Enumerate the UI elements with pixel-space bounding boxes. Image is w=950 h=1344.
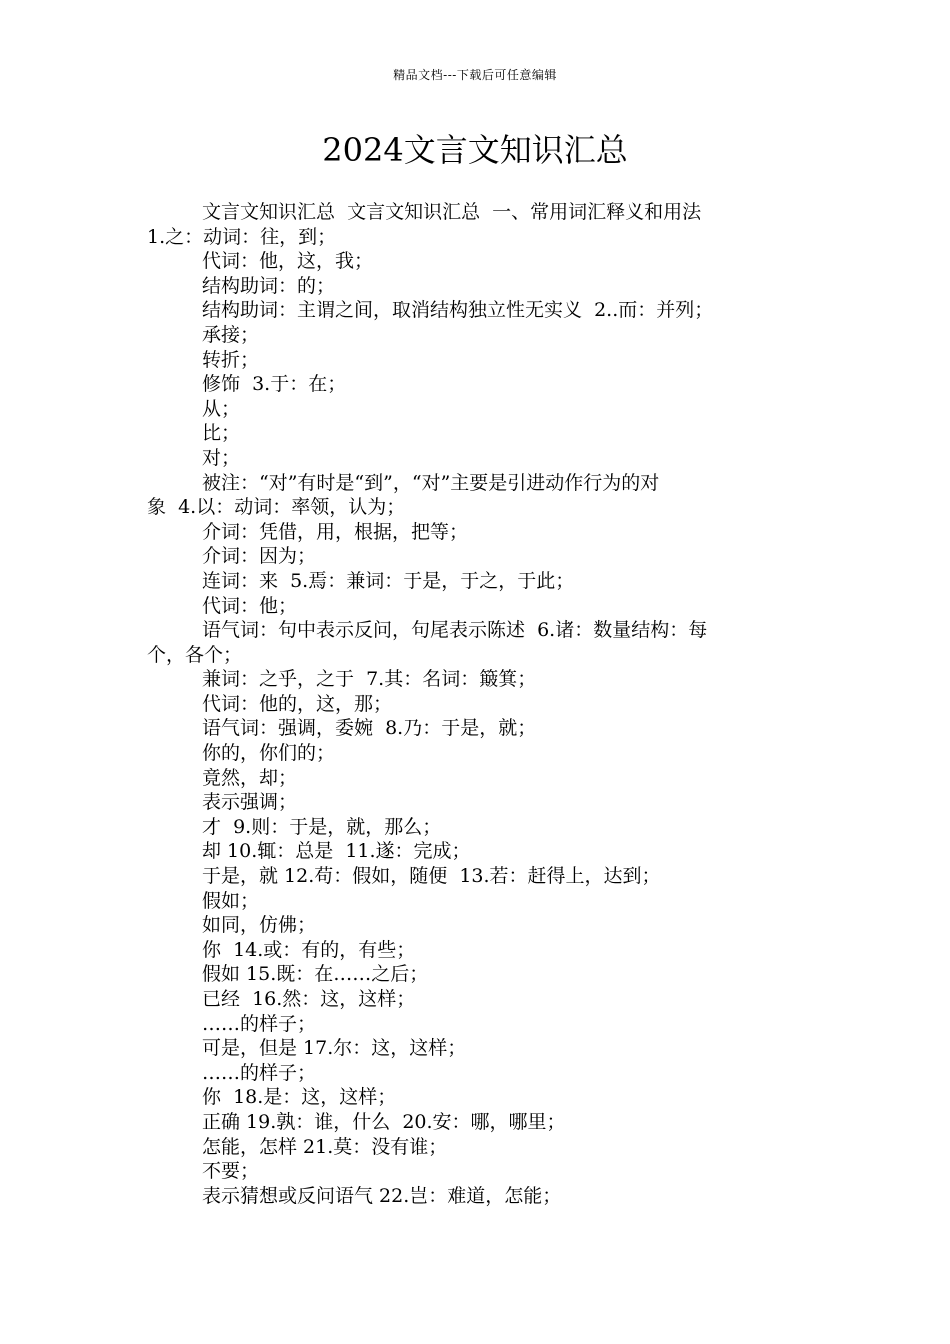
body-line: 表示强调；: [202, 791, 298, 814]
body-line: 代词：他的，这，那；: [202, 692, 393, 715]
body-line: 于是，就 12.苟：假如，随便 13.若：赶得上，达到；: [202, 865, 661, 888]
body-line: 修饰 3.于：在；: [202, 373, 347, 396]
body-line: 承接；: [202, 323, 260, 346]
body-line: 如同，仿佛；: [202, 914, 317, 937]
body-line: 正确 19.孰：谁，什么 20.安：哪，哪里；: [202, 1110, 566, 1133]
body-line: 比；: [202, 422, 241, 445]
body-line: 个，各个；: [147, 643, 243, 666]
body-line: 从；: [202, 397, 241, 420]
body-line: 1.之：动词：往，到；: [147, 225, 337, 248]
body-line: 语气词：强调，委婉 8.乃：于是，就；: [202, 717, 537, 740]
body-line: 连词：来 5.焉：兼词：于是，于之，于此；: [202, 569, 575, 592]
body-line: 被注：“对”有时是“到”，“对”主要是引进动作行为的对: [202, 471, 660, 494]
document-body: [147, 200, 812, 1208]
body-line: 转折；: [202, 348, 260, 371]
body-line: 代词：他；: [202, 594, 298, 617]
body-line: 假如 15.既：在……之后；: [202, 963, 429, 986]
document-title: 2024文言文知识汇总: [322, 131, 628, 169]
body-line: 结构助词：的；: [202, 274, 336, 297]
body-line: ……的样子；: [202, 1012, 317, 1035]
body-line: ……的样子；: [202, 1061, 317, 1084]
body-line: 介词：因为；: [202, 545, 317, 568]
body-line: 介词：凭借，用，根据，把等；: [202, 520, 469, 543]
body-line: 结构助词：主谓之间，取消结构独立性无实义 2..而：并列；: [202, 299, 714, 322]
body-line: 你的，你们的；: [202, 742, 336, 765]
body-line: 表示猜想或反问语气 22.岂：难道，怎能；: [202, 1184, 562, 1207]
body-line: 兼词：之乎，之于 7.其：名词：簸箕；: [202, 668, 537, 691]
body-line: 文言文知识汇总 文言文知识汇总 一、常用词汇释义和用法: [202, 201, 702, 223]
body-line: 对；: [202, 446, 241, 469]
body-line: 代词：他，这，我；: [202, 250, 374, 273]
body-line: 不要；: [202, 1160, 260, 1183]
body-line: 才 9.则：于是，就，那么；: [202, 815, 442, 838]
body-line: 你 14.或：有的，有些；: [202, 938, 416, 961]
body-line: 却 10.辄：总是 11.遂：完成；: [202, 840, 471, 863]
body-line: 已经 16.然：这，这样；: [202, 988, 416, 1010]
body-line: 假如；: [202, 889, 260, 912]
body-line: 象 4.以：动词：率领，认为；: [147, 496, 406, 519]
body-line: 怎能，怎样 21.莫：没有谁；: [202, 1135, 448, 1158]
body-line: 你 18.是：这，这样；: [202, 1086, 397, 1109]
body-line: 可是，但是 17.尔：这，这样；: [202, 1037, 467, 1060]
body-line: 竟然，却；: [202, 766, 298, 789]
body-line: 语气词：句中表示反问，句尾表示陈述 6.诸：数量结构：每: [202, 619, 708, 642]
page-header-note: 精品文档---下载后可任意编辑: [393, 68, 557, 82]
